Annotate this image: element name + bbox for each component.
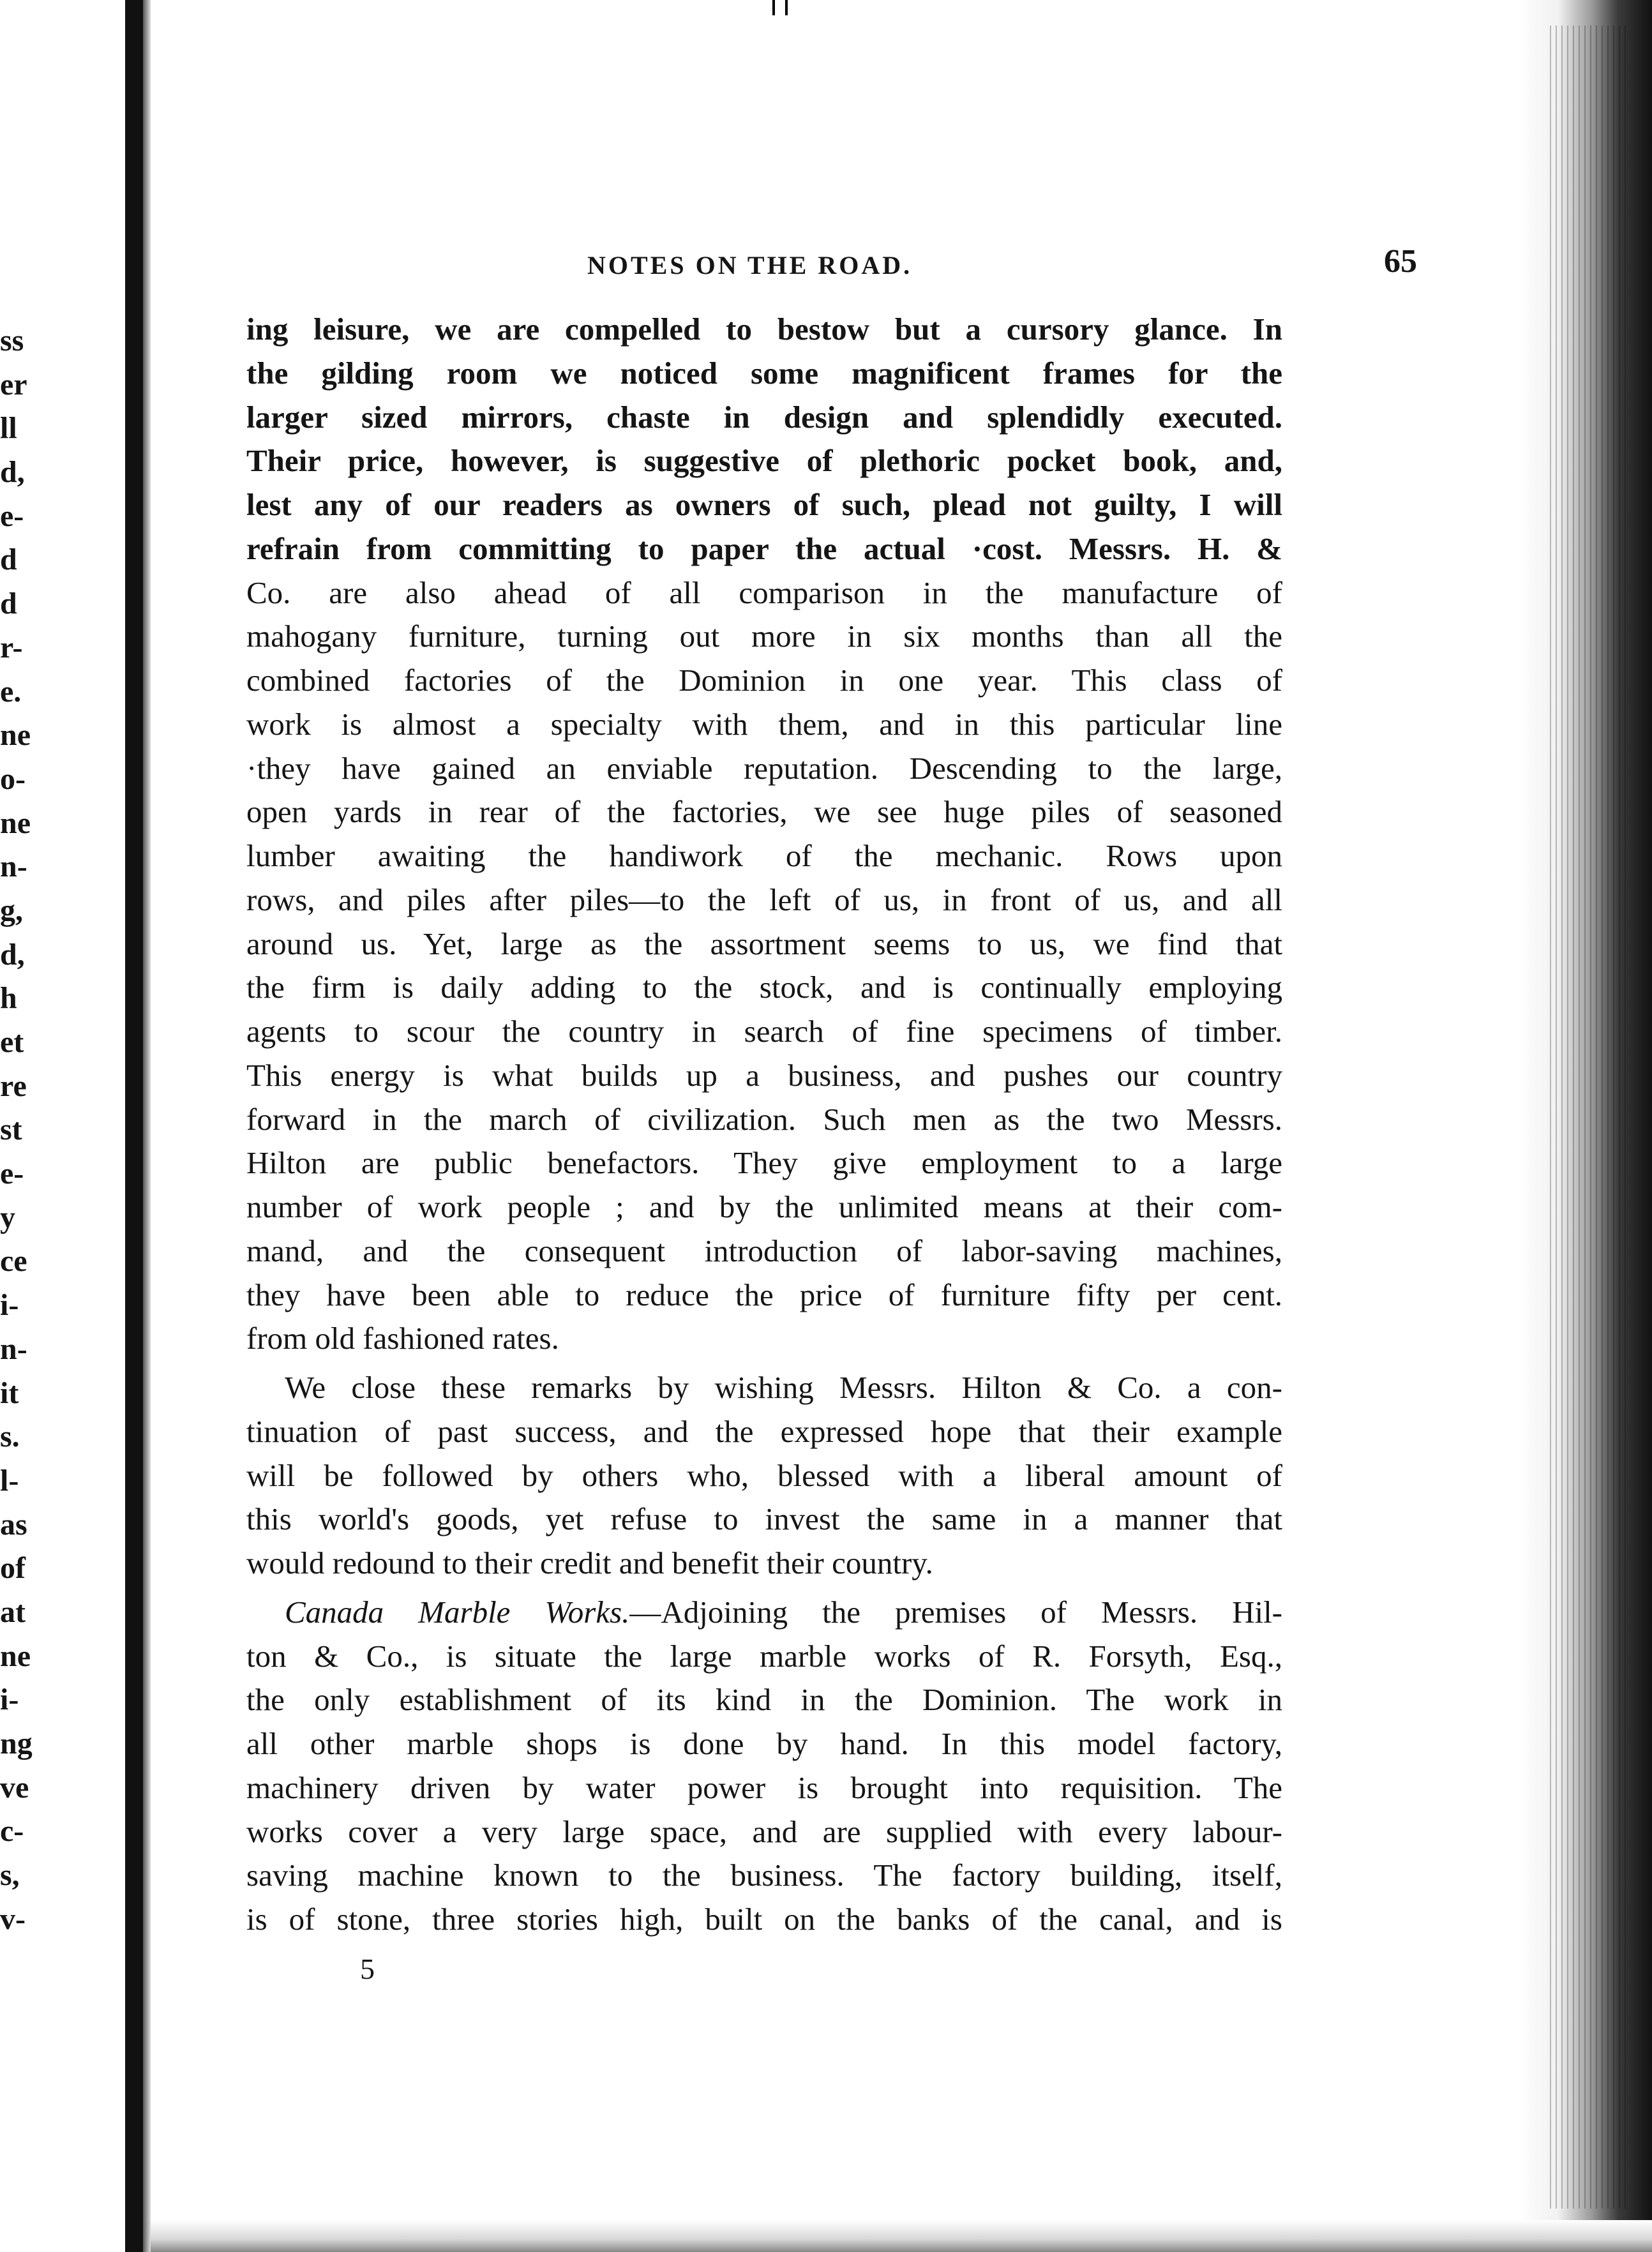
text-line: tinuation of past success, and the expressed hope that their example [246,1413,1282,1449]
facing-page-fragment: re [0,1069,27,1103]
text-line: all other marble shops is done by hand. In this model factory, [246,1726,1282,1761]
paragraph-2 [246,1366,1282,1586]
text-line: mand, and the consequent introduction of labor-saving machines, [246,1233,1282,1268]
facing-page-fragment: v- [0,1902,26,1936]
running-title: NOTES ON THE ROAD. [587,251,913,280]
facing-page-fragment: et [0,1025,24,1059]
text-line: mahogany furniture, turning out more in six months than all the [246,619,1282,654]
facing-page [0,0,125,2252]
facing-page-fragment: ng [0,1727,33,1760]
text-line: combined factories of the Dominion in one year. This class of [246,663,1282,698]
facing-page-fragment: d [0,543,17,577]
gutter-shadow [143,0,151,2252]
text-line: is of stone, three stories high, built on the banks of the canal, and is [246,1902,1282,1937]
facing-page-fragment: o- [0,762,26,796]
bottom-page-edge [151,2220,1652,2252]
facing-page-fragment: y [0,1200,15,1235]
text-line: number of work people ; and by the unlimited means at their com- [246,1189,1282,1224]
paragraph-3 [246,1591,1282,1942]
text-line: work is almost a specialty with them, and in this particular line [246,706,1282,742]
paragraph-3-first-line [246,1591,1282,1635]
facing-page-fragment: n- [0,850,27,884]
facing-page-fragment: n- [0,1332,27,1366]
text-line: Co. are also ahead of all comparison in the manufacture of [246,574,1282,610]
text-line: ·they have gained an enviable reputation. Descending to the large, [246,750,1282,786]
text-line: forward in the march of civilization. Such men as the two Messrs. [246,1101,1282,1137]
text-line: this world's goods, yet refuse to invest the same in a manner that [246,1501,1282,1537]
facing-page-fragment: d, [0,455,25,490]
facing-page-fragment: st [0,1113,22,1147]
facing-page-fragment: d, [0,937,25,972]
facing-page-fragment: l- [0,1463,19,1498]
facing-page-fragment: ve [0,1770,29,1805]
page-edge [1518,0,1652,2252]
facing-page-fragment: e- [0,1157,24,1191]
facing-page-fragment: r- [0,630,23,664]
text-line: ing leisure, we are compelled to bestow but a cursory glance. In [246,312,1282,347]
text-line: they have been able to reduce the price of furniture fifty per cent. [246,1277,1282,1312]
text-line: larger sized mirrors, chaste in design and splendidly executed. [246,399,1282,435]
text-line: the firm is daily adding to the stock, and is continually employing [246,970,1282,1005]
facing-page-text [0,319,38,1941]
facing-page-fragment: c- [0,1814,24,1849]
facing-page-fragment: ne [0,1639,31,1673]
facing-page-fragment: ne [0,806,31,840]
text-line: open yards in rear of the factories, we see huge piles of seasoned [246,794,1282,830]
text-line: the gilding room we noticed some magnificent frames for the [246,355,1282,391]
facing-page-fragment: e- [0,499,24,533]
facing-page-fragment: ne [0,718,31,753]
text-line: will be followed by others who, blessed with a liberal amount of [246,1457,1282,1493]
book-page [151,0,1517,2221]
facing-page-fragment: i- [0,1288,19,1323]
facing-page-fragment: d [0,587,17,621]
book-gutter [125,0,143,2252]
text-line: the only establishment of its kind in the Dominion. The work in [246,1682,1282,1718]
text-line: lumber awaiting the handiwork of the mechanic. Rows upon [246,838,1282,873]
text-line: would redound to their credit and benefit their country. [246,1545,933,1580]
facing-page-fragment: i- [0,1683,19,1717]
facing-page-fragment: ss [0,324,24,357]
facing-page-fragment: it [0,1376,19,1410]
text-line: machinery driven by water power is brought into requisition. The [246,1769,1282,1805]
text-line: around us. Yet, large as the assortment seems to us, we find that [246,926,1282,961]
text-line: works cover a very large space, and are supplied with every labour- [246,1813,1282,1849]
facing-page-fragment: s, [0,1858,20,1893]
section-heading: Canada Marble Works. [285,1594,630,1630]
text-line: Their price, however, is suggestive of plethoric pocket book, and, [246,443,1282,479]
text-line: from old fashioned rates. [246,1321,559,1356]
text-line: We close these remarks by wishing Messrs. Hilton & Co. a con- [285,1370,1282,1405]
text-line: refrain from committing to paper the actual ·cost. Messrs. H. & [246,530,1282,566]
facing-page-fragment: as [0,1507,27,1542]
body-text [246,308,1282,1942]
facing-page-fragment: ll [0,411,17,446]
facing-page-fragment: s. [0,1420,20,1454]
facing-page-fragment: g, [0,893,23,927]
text-line: Hilton are public benefactors. They give employment to a large [246,1145,1282,1181]
text-line: lest any of our readers as owners of such, plead not guilty, I will [246,487,1282,522]
facing-page-fragment: e. [0,674,22,709]
facing-page-fragment: ce [0,1244,27,1279]
facing-page-fragment: h [0,981,17,1016]
text-line: saving machine known to the business. The factory building, itself, [246,1858,1282,1893]
running-head [587,243,1417,287]
paragraph-3-first-line-text: —Adjoining the premises of Messrs. Hil- [629,1594,1282,1630]
text-line: This energy is what builds up a business, and pushes our country [246,1057,1282,1093]
text-line: agents to scour the country in search of fine specimens of timber. [246,1014,1282,1049]
facing-page-fragment: at [0,1595,26,1629]
page-number: 65 [1384,243,1417,280]
facing-page-fragment: of [0,1551,26,1586]
facing-page-fragment: er [0,367,27,402]
page-edge-leaves [1550,26,1626,2209]
paragraph-1 [246,308,1282,1361]
text-line: rows, and piles after piles—to the left of us, in front of us, and all [246,882,1282,917]
signature-mark: 5 [360,1953,375,1985]
text-line: ton & Co., is situate the large marble works of R. Forsyth, Esq., [246,1638,1282,1674]
